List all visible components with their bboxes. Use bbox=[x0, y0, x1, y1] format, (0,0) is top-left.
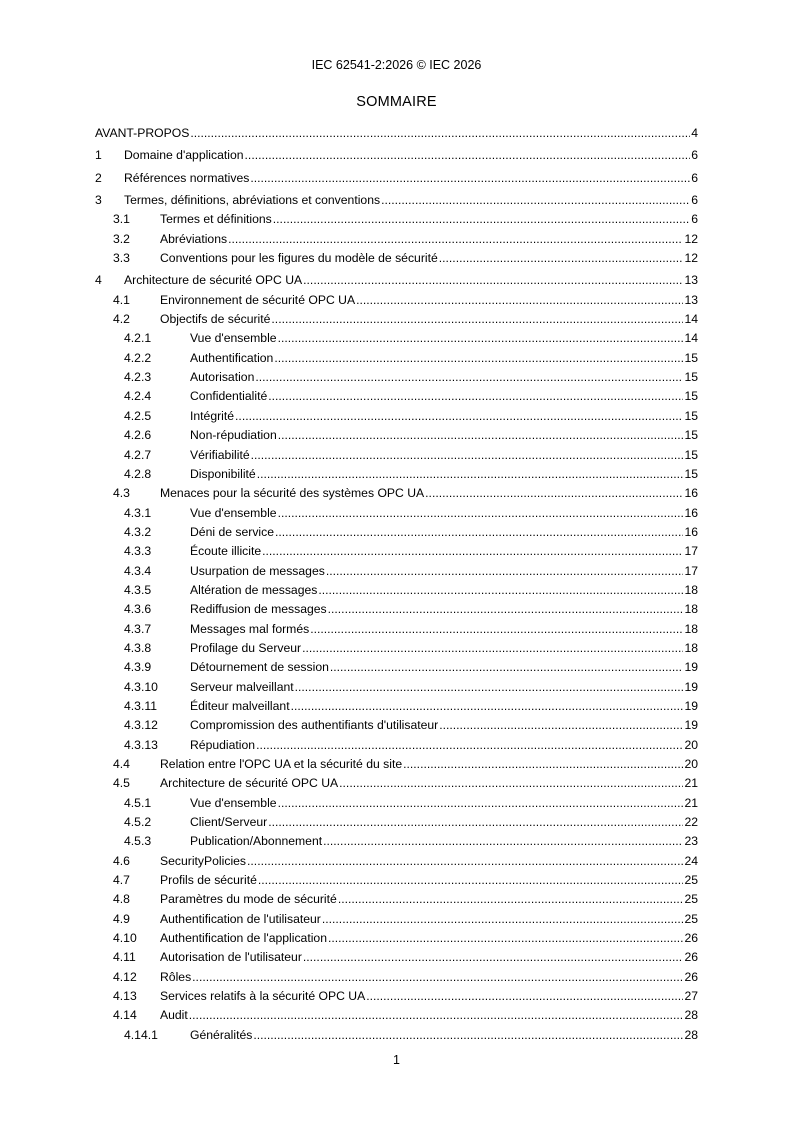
toc-entry[interactable] bbox=[95, 774, 698, 793]
toc-entry-page: 14 bbox=[684, 312, 698, 327]
toc-entry-page: 26 bbox=[684, 950, 698, 965]
toc-entry-page: 19 bbox=[684, 660, 698, 675]
dot-leader bbox=[303, 271, 683, 290]
toc-entry[interactable] bbox=[95, 542, 698, 561]
toc-entry-number: 4.3.3 bbox=[124, 544, 152, 559]
toc-entry-page: 16 bbox=[684, 505, 698, 520]
toc-entry-number: 4.7 bbox=[113, 873, 130, 888]
dot-leader bbox=[268, 387, 683, 406]
toc-entry-title: Client/Serveur bbox=[190, 815, 268, 830]
dot-leader bbox=[366, 987, 683, 1006]
toc-entry[interactable] bbox=[95, 504, 698, 523]
dot-leader bbox=[189, 1006, 684, 1025]
toc-entry-number: 4.3 bbox=[113, 486, 130, 501]
dot-leader bbox=[278, 504, 684, 523]
toc-entry[interactable] bbox=[95, 910, 698, 929]
toc-entry-page: 26 bbox=[684, 931, 698, 946]
dot-leader bbox=[403, 755, 683, 774]
toc-entry[interactable] bbox=[95, 446, 698, 465]
toc-entry-page: 18 bbox=[684, 582, 698, 597]
dot-leader bbox=[303, 948, 684, 967]
toc-entry-number: 4.9 bbox=[113, 911, 130, 926]
toc-entry[interactable] bbox=[95, 465, 698, 484]
toc-entry-number: 4.2.1 bbox=[124, 331, 152, 346]
toc-entry-page: 22 bbox=[684, 815, 698, 830]
dot-leader bbox=[278, 329, 684, 348]
toc-entry-number: 4.3.11 bbox=[124, 698, 157, 713]
dot-leader bbox=[318, 581, 683, 600]
toc-entry[interactable] bbox=[95, 291, 698, 310]
dot-leader bbox=[278, 426, 684, 445]
toc-entry[interactable] bbox=[95, 210, 698, 229]
toc-entry-title: Usurpation de messages bbox=[190, 563, 325, 578]
dot-leader bbox=[268, 813, 683, 832]
toc-entry[interactable] bbox=[95, 1006, 698, 1025]
toc-entry-number: 4.2.5 bbox=[124, 408, 152, 423]
toc-entry-title: Architecture de sécurité OPC UA bbox=[160, 776, 339, 791]
dot-leader bbox=[275, 523, 683, 542]
toc-entry-page: 12 bbox=[684, 251, 698, 266]
toc-entry-number: 4.10 bbox=[113, 931, 137, 946]
toc-entry[interactable] bbox=[95, 697, 698, 716]
dot-leader bbox=[253, 1026, 683, 1045]
toc-entry[interactable] bbox=[95, 987, 698, 1006]
toc-entry[interactable] bbox=[95, 387, 698, 406]
toc-entry[interactable] bbox=[95, 169, 698, 188]
toc-entry-title: SecurityPolicies bbox=[160, 853, 247, 868]
toc-entry-title: Profilage du Serveur bbox=[190, 640, 302, 655]
toc-entry[interactable] bbox=[95, 871, 698, 890]
toc-entry-page: 16 bbox=[684, 486, 698, 501]
document-header: IEC 62541-2:2026 © IEC 2026 bbox=[311, 58, 482, 72]
dot-leader bbox=[323, 832, 683, 851]
dot-leader bbox=[339, 774, 683, 793]
toc-entry-number: 4.14.1 bbox=[124, 1027, 158, 1042]
toc-entry-number: 4 bbox=[95, 273, 102, 288]
toc-entry[interactable] bbox=[95, 794, 698, 813]
toc-entry-title: Répudiation bbox=[190, 737, 256, 752]
dot-leader bbox=[291, 697, 684, 716]
toc-entry-title: Conventions pour les figures du modèle de sécurité bbox=[160, 251, 438, 266]
toc-entry-title: Environnement de sécurité OPC UA bbox=[160, 292, 356, 307]
toc-entry-number: 4.1 bbox=[113, 292, 130, 307]
toc-entry[interactable] bbox=[95, 890, 698, 909]
toc-entry-page: 15 bbox=[684, 389, 698, 404]
toc-entry-page: 15 bbox=[684, 370, 698, 385]
dot-leader bbox=[250, 169, 690, 188]
dot-leader bbox=[330, 658, 684, 677]
dot-leader bbox=[425, 484, 683, 503]
toc-entry-number: 4.3.4 bbox=[124, 563, 152, 578]
toc-entry-number: 4.3.7 bbox=[124, 621, 152, 636]
dot-leader bbox=[247, 852, 683, 871]
dot-leader bbox=[192, 968, 683, 987]
toc-entry-number: 4.3.8 bbox=[124, 640, 152, 655]
toc-entry[interactable] bbox=[95, 968, 698, 987]
toc-entry[interactable] bbox=[95, 329, 698, 348]
toc-entry-number: 4.3.6 bbox=[124, 602, 152, 617]
toc-entry[interactable] bbox=[95, 562, 698, 581]
toc-entry[interactable] bbox=[95, 600, 698, 619]
dot-leader bbox=[310, 620, 683, 639]
toc-entry-number: 4.12 bbox=[113, 969, 137, 984]
dot-leader bbox=[190, 124, 690, 143]
toc-entry-title: Intégrité bbox=[190, 408, 235, 423]
toc-entry-page: 16 bbox=[684, 524, 698, 539]
toc-entry-number: 4.3.9 bbox=[124, 660, 152, 675]
toc-entry-title: Confidentialité bbox=[190, 389, 268, 404]
toc-entry-page: 19 bbox=[684, 718, 698, 733]
toc-entry-page: 28 bbox=[684, 1008, 698, 1023]
toc-entry-title: Détournement de session bbox=[190, 660, 329, 675]
toc-entry-title: Autorisation de l'utilisateur bbox=[160, 950, 302, 965]
toc-entry-number: 4.4 bbox=[113, 757, 130, 771]
toc-entry-title: Architecture de sécurité OPC UA bbox=[124, 273, 303, 288]
toc-entry-page: 25 bbox=[684, 892, 698, 907]
toc-entry-page: 18 bbox=[684, 602, 698, 617]
toc-entry-number: 2 bbox=[95, 170, 102, 185]
toc-entry-page: 21 bbox=[684, 776, 698, 791]
page-number: 1 bbox=[393, 1053, 400, 1067]
dot-leader bbox=[328, 929, 683, 948]
dot-leader bbox=[228, 230, 683, 249]
table-of-contents bbox=[95, 124, 698, 1045]
toc-entry-number: 4.5.1 bbox=[124, 795, 152, 810]
toc-entry-number: 4.3.13 bbox=[124, 737, 158, 752]
dot-leader bbox=[322, 910, 684, 929]
toc-entry-page: 6 bbox=[691, 212, 698, 227]
toc-entry-title: Disponibilité bbox=[190, 466, 256, 481]
toc-entry-number: 4.3.1 bbox=[124, 505, 152, 520]
toc-entry-title: Éditeur malveillant bbox=[190, 698, 290, 713]
toc-entry-number: 4.3.5 bbox=[124, 582, 152, 597]
toc-entry-page: 17 bbox=[684, 544, 698, 559]
toc-entry-page: 20 bbox=[684, 757, 698, 771]
toc-entry-title: Abréviations bbox=[160, 231, 228, 246]
toc-entry-number: 4.5 bbox=[113, 776, 130, 791]
toc-entry[interactable] bbox=[95, 523, 698, 542]
dot-leader bbox=[257, 465, 684, 484]
toc-entry-page: 25 bbox=[684, 873, 698, 888]
toc-entry-page: 21 bbox=[684, 795, 698, 810]
dot-leader bbox=[278, 794, 684, 813]
dot-leader bbox=[262, 542, 683, 561]
toc-entry-title: Déni de service bbox=[190, 524, 274, 539]
toc-entry-number: 4.3.12 bbox=[124, 718, 158, 733]
toc-entry-title: Profils de sécurité bbox=[160, 873, 257, 888]
dot-leader bbox=[439, 716, 683, 735]
toc-entry-title: Termes, définitions, abréviations et conventions bbox=[124, 193, 381, 208]
toc-entry-title: Paramètres du mode de sécurité bbox=[160, 892, 337, 907]
toc-entry-page: 28 bbox=[684, 1027, 698, 1042]
toc-entry-page: 14 bbox=[684, 331, 698, 346]
toc-entry-page: 12 bbox=[684, 231, 698, 246]
toc-entry-number: 4.6 bbox=[113, 853, 130, 868]
dot-leader bbox=[328, 600, 684, 619]
toc-entry[interactable] bbox=[95, 832, 698, 851]
toc-entry[interactable] bbox=[95, 948, 698, 967]
toc-entry-title: Autorisation bbox=[190, 370, 255, 385]
toc-entry[interactable] bbox=[95, 736, 698, 755]
toc-entry[interactable] bbox=[95, 716, 698, 735]
page-title: SOMMAIRE bbox=[356, 94, 437, 110]
toc-entry-number: 4.3.2 bbox=[124, 524, 152, 539]
dot-leader bbox=[271, 310, 683, 329]
toc-entry-page: 13 bbox=[684, 292, 698, 307]
toc-entry[interactable] bbox=[95, 249, 698, 268]
toc-entry-page: 15 bbox=[684, 466, 698, 481]
dot-leader bbox=[295, 678, 684, 697]
dot-leader bbox=[338, 890, 684, 909]
toc-entry[interactable] bbox=[95, 271, 698, 290]
toc-entry-page: 26 bbox=[684, 969, 698, 984]
toc-entry[interactable] bbox=[95, 755, 698, 774]
toc-entry-page: 23 bbox=[684, 834, 698, 849]
toc-entry-title: Rediffusion de messages bbox=[190, 602, 327, 617]
toc-entry-number: 3.1 bbox=[113, 212, 130, 227]
toc-entry[interactable] bbox=[95, 813, 698, 832]
dot-leader bbox=[251, 446, 684, 465]
toc-entry[interactable] bbox=[95, 678, 698, 697]
toc-entry-title: AVANT-PROPOS bbox=[95, 126, 190, 140]
toc-entry-title: Vérifiabilité bbox=[190, 447, 250, 462]
toc-entry-number: 4.11 bbox=[113, 950, 136, 965]
toc-entry[interactable] bbox=[95, 191, 698, 210]
toc-entry-page: 19 bbox=[684, 698, 698, 713]
toc-entry-page: 6 bbox=[691, 148, 698, 163]
toc-entry-title: Rôles bbox=[160, 969, 192, 984]
toc-entry[interactable] bbox=[95, 658, 698, 677]
dot-leader bbox=[258, 871, 684, 890]
toc-entry[interactable] bbox=[95, 407, 698, 426]
toc-entry[interactable] bbox=[95, 1026, 698, 1045]
toc-entry-title: Domaine d'application bbox=[124, 148, 244, 163]
toc-entry-title: Généralités bbox=[190, 1027, 253, 1042]
toc-entry-number: 4.2.2 bbox=[124, 350, 152, 365]
toc-entry-title: Vue d'ensemble bbox=[190, 505, 277, 520]
toc-entry-page: 15 bbox=[684, 408, 698, 423]
toc-entry[interactable] bbox=[95, 349, 698, 368]
toc-entry-title: Authentification bbox=[190, 350, 274, 365]
toc-entry-title: Messages mal formés bbox=[190, 621, 310, 636]
toc-entry-page: 27 bbox=[684, 989, 698, 1004]
toc-entry-title: Services relatifs à la sécurité OPC UA bbox=[160, 989, 366, 1004]
toc-entry-number: 3 bbox=[95, 193, 102, 208]
dot-leader bbox=[302, 639, 683, 658]
toc-entry-title: Publication/Abonnement bbox=[190, 834, 323, 849]
toc-entry[interactable] bbox=[95, 368, 698, 387]
toc-entry-title: Audit bbox=[160, 1008, 188, 1023]
toc-entry-title: Références normatives bbox=[124, 170, 250, 185]
dot-leader bbox=[356, 291, 683, 310]
toc-entry-number: 3.3 bbox=[113, 251, 130, 266]
toc-entry[interactable] bbox=[95, 639, 698, 658]
toc-entry-page: 18 bbox=[684, 621, 698, 636]
toc-entry-title: Serveur malveillant bbox=[190, 679, 294, 694]
dot-leader bbox=[235, 407, 683, 426]
toc-entry-page: 6 bbox=[691, 193, 698, 208]
toc-entry-number: 1 bbox=[95, 148, 102, 163]
toc-entry[interactable] bbox=[95, 852, 698, 871]
toc-entry-page: 15 bbox=[684, 350, 698, 365]
toc-entry-title: Objectifs de sécurité bbox=[160, 312, 271, 327]
toc-entry-number: 4.2 bbox=[113, 312, 130, 327]
toc-entry[interactable] bbox=[95, 484, 698, 503]
toc-entry-title: Écoute illicite bbox=[190, 544, 262, 559]
toc-entry-title: Termes et définitions bbox=[160, 212, 272, 227]
toc-entry-number: 4.14 bbox=[113, 1008, 137, 1023]
toc-entry-title: Vue d'ensemble bbox=[190, 795, 277, 810]
toc-entry-page: 18 bbox=[684, 640, 698, 655]
dot-leader bbox=[245, 146, 691, 165]
toc-entry-page: 13 bbox=[684, 273, 698, 288]
toc-entry[interactable] bbox=[95, 230, 698, 249]
toc-entry-number: 4.13 bbox=[113, 989, 137, 1004]
toc-entry-page: 17 bbox=[684, 563, 698, 578]
toc-entry-title: Authentification de l'utilisateur bbox=[160, 911, 321, 926]
toc-entry[interactable] bbox=[95, 929, 698, 948]
toc-entry-title: Compromission des authentifiants d'utilisateur bbox=[190, 718, 439, 733]
toc-entry-number: 4.5.3 bbox=[124, 834, 152, 849]
toc-entry[interactable] bbox=[95, 426, 698, 445]
toc-entry-page: 25 bbox=[684, 911, 698, 926]
toc-entry-page: 15 bbox=[684, 447, 698, 462]
toc-entry-number: 4.2.4 bbox=[124, 389, 152, 404]
dot-leader bbox=[326, 562, 684, 581]
toc-entry-page: 6 bbox=[691, 170, 698, 185]
toc-entry-number: 3.2 bbox=[113, 231, 130, 246]
toc-entry-page: 19 bbox=[684, 679, 698, 694]
toc-entry-title: Relation entre l'OPC UA et la sécurité du site bbox=[160, 757, 403, 771]
dot-leader bbox=[439, 249, 684, 268]
toc-entry-number: 4.2.6 bbox=[124, 428, 152, 443]
toc-entry[interactable] bbox=[95, 310, 698, 329]
toc-entry[interactable] bbox=[95, 620, 698, 639]
dot-leader bbox=[274, 349, 683, 368]
dot-leader bbox=[256, 736, 683, 755]
toc-entry-number: 4.2.3 bbox=[124, 370, 152, 385]
toc-entry-title: Non-répudiation bbox=[190, 428, 277, 443]
toc-entry-title: Authentification de l'application bbox=[160, 931, 327, 946]
dot-leader bbox=[273, 210, 690, 229]
toc-entry-title: Menaces pour la sécurité des systèmes OPC UA bbox=[160, 486, 425, 501]
toc-entry-page: 15 bbox=[684, 428, 698, 443]
toc-entry-number: 4.8 bbox=[113, 892, 130, 907]
toc-entry-page: 20 bbox=[684, 737, 698, 752]
toc-entry[interactable] bbox=[95, 124, 698, 143]
dot-leader bbox=[381, 191, 690, 210]
toc-entry-page: 24 bbox=[684, 853, 698, 868]
toc-entry[interactable] bbox=[95, 581, 698, 600]
toc-entry-title: Vue d'ensemble bbox=[190, 331, 277, 346]
toc-entry-number: 4.5.2 bbox=[124, 815, 152, 830]
toc-entry-number: 4.3.10 bbox=[124, 679, 158, 694]
dot-leader bbox=[255, 368, 683, 387]
toc-entry-title: Altération de messages bbox=[190, 582, 318, 597]
toc-entry-number: 4.2.7 bbox=[124, 447, 152, 462]
toc-entry-page: 4 bbox=[691, 126, 698, 140]
toc-entry[interactable] bbox=[95, 146, 698, 165]
toc-entry-number: 4.2.8 bbox=[124, 466, 152, 481]
